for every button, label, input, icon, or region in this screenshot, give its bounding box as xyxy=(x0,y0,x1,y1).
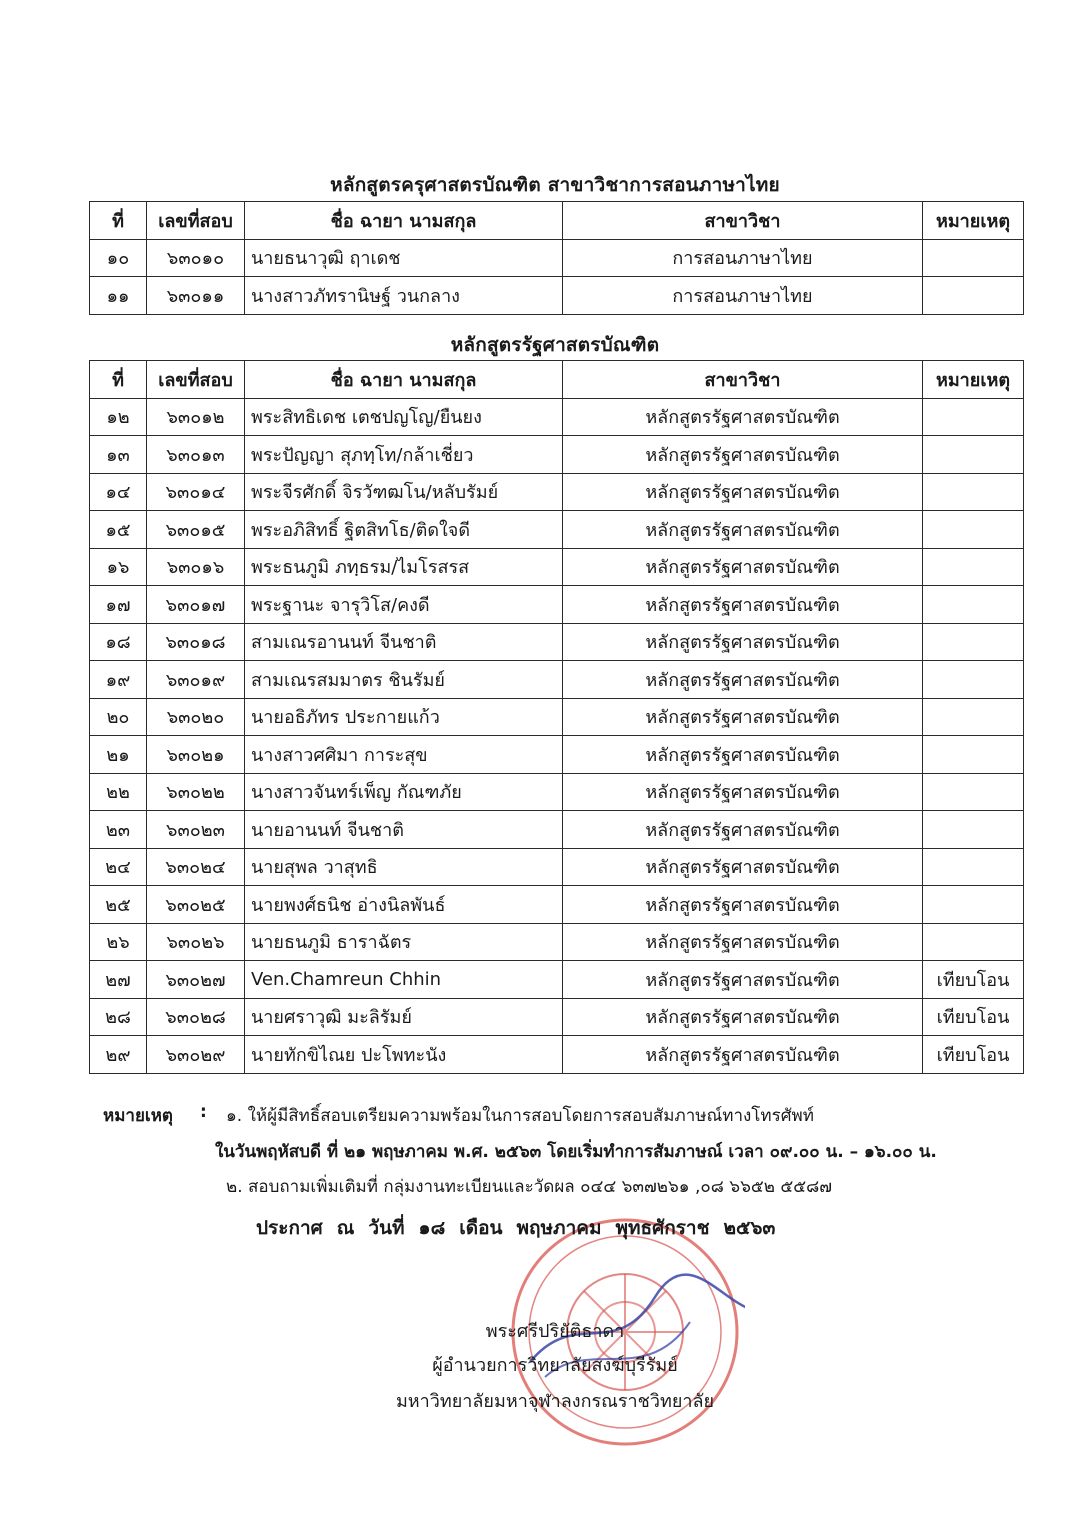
exam-id-cell: ๖๓๐๑๗ xyxy=(147,586,245,624)
announcement-word-date: วันที่ xyxy=(368,1217,405,1239)
exam-id-cell: ๖๓๐๒๙ xyxy=(147,1036,245,1074)
major-cell: หลักสูตรรัฐศาสตรบัณฑิต xyxy=(563,886,923,924)
candidate-name-cell: Ven.Chamreun Chhin xyxy=(245,961,563,999)
major-cell: หลักสูตรรัฐศาสตรบัณฑิต xyxy=(563,473,923,511)
remarks-colon: : xyxy=(200,1102,207,1122)
note-cell xyxy=(923,277,1024,315)
exam-id-cell: ๖๓๐๒๑ xyxy=(147,736,245,774)
remarks-line-2: ในวันพฤหัสบดี ที่ ๒๑ พฤษภาคม พ.ศ. ๒๕๖๓ โดยเริ่มทำการสัมภาษณ์ เวลา ๐๙.๐๐ น. – ๑๖.๐๐ น. xyxy=(215,1142,937,1162)
candidate-name-cell: นางสาวภัทรานิษฐ์ วนกลาง xyxy=(245,277,563,315)
major-cell: หลักสูตรรัฐศาสตรบัณฑิต xyxy=(563,661,923,699)
table-row xyxy=(90,277,1024,315)
note-cell xyxy=(923,736,1024,774)
major-cell: หลักสูตรรัฐศาสตรบัณฑิต xyxy=(563,961,923,999)
note-cell xyxy=(923,773,1024,811)
note-cell xyxy=(923,811,1024,849)
row-number: ๑๕ xyxy=(90,511,147,549)
candidate-name-cell: พระสิทธิเดช เตชปญโญ/ยืนยง xyxy=(245,398,563,436)
announcement-word-prakat: ประกาศ xyxy=(256,1217,323,1239)
remarks-line-1: ๑. ให้ผู้มีสิทธิ์สอบเตรียมความพร้อมในการสอบโดยการสอบสัมภาษณ์ทางโทรศัพท์ xyxy=(226,1106,814,1126)
col-header-exam-id: เลขที่สอบ xyxy=(147,361,245,399)
announcement-month: พฤษภาคม xyxy=(516,1217,602,1239)
note-cell xyxy=(923,848,1024,886)
candidate-name-cell: นางสาวศศิมา การะสุข xyxy=(245,736,563,774)
row-number: ๑๑ xyxy=(90,277,147,315)
exam-id-cell: ๖๓๐๑๙ xyxy=(147,661,245,699)
table-row xyxy=(90,398,1024,436)
table-row xyxy=(90,661,1024,699)
exam-id-cell: ๖๓๐๑๖ xyxy=(147,548,245,586)
section1-table xyxy=(89,201,1024,315)
remarks-label: หมายเหตุ xyxy=(103,1106,173,1126)
table-row xyxy=(90,698,1024,736)
table-row xyxy=(90,961,1024,999)
row-number: ๒๕ xyxy=(90,886,147,924)
table-row xyxy=(90,848,1024,886)
note-cell xyxy=(923,886,1024,924)
major-cell: หลักสูตรรัฐศาสตรบัณฑิต xyxy=(563,1036,923,1074)
announcement-word-month: เดือน xyxy=(459,1217,503,1239)
table-row xyxy=(90,736,1024,774)
row-number: ๑๖ xyxy=(90,548,147,586)
candidate-name-cell: นายอานนท์ จีนชาติ xyxy=(245,811,563,849)
note-cell xyxy=(923,923,1024,961)
exam-id-cell: ๖๓๐๒๓ xyxy=(147,811,245,849)
announcement-word-na: ณ xyxy=(336,1217,355,1239)
row-number: ๑๙ xyxy=(90,661,147,699)
signer-organization: มหาวิทยาลัยมหาจุฬาลงกรณราชวิทยาลัย xyxy=(395,1391,715,1412)
note-cell: เทียบโอน xyxy=(923,961,1024,999)
col-header-name: ชื่อ ฉายา นามสกุล xyxy=(245,202,563,240)
table-row xyxy=(90,473,1024,511)
row-number: ๑๗ xyxy=(90,586,147,624)
exam-id-cell: ๖๓๐๑๕ xyxy=(147,511,245,549)
row-number: ๒๐ xyxy=(90,698,147,736)
note-cell xyxy=(923,548,1024,586)
note-cell xyxy=(923,623,1024,661)
table-row xyxy=(90,773,1024,811)
announcement-day: ๑๘ xyxy=(418,1217,446,1239)
section2-rows xyxy=(90,398,1024,1073)
exam-id-cell: ๖๓๐๒๐ xyxy=(147,698,245,736)
announcement-word-era: พุทธศักราช xyxy=(615,1217,710,1239)
table-row xyxy=(90,623,1024,661)
row-number: ๒๗ xyxy=(90,961,147,999)
candidate-name-cell: นายสุพล วาสุทธิ xyxy=(245,848,563,886)
row-number: ๑๔ xyxy=(90,473,147,511)
note-cell xyxy=(923,436,1024,474)
row-number: ๒๘ xyxy=(90,998,147,1036)
table-row xyxy=(90,811,1024,849)
major-cell: หลักสูตรรัฐศาสตรบัณฑิต xyxy=(563,511,923,549)
col-header-note: หมายเหตุ xyxy=(923,361,1024,399)
table-row xyxy=(90,511,1024,549)
row-number: ๒๖ xyxy=(90,923,147,961)
candidate-name-cell: พระฐานะ จารุวิโส/คงดี xyxy=(245,586,563,624)
candidate-name-cell: นายอธิภัทร ประกายแก้ว xyxy=(245,698,563,736)
table-row xyxy=(90,548,1024,586)
exam-id-cell: ๖๓๐๑๒ xyxy=(147,398,245,436)
section2-table xyxy=(89,360,1024,1074)
major-cell: การสอนภาษาไทย xyxy=(563,239,923,277)
section1-rows xyxy=(90,239,1024,314)
col-header-name: ชื่อ ฉายา นามสกุล xyxy=(245,361,563,399)
row-number: ๒๔ xyxy=(90,848,147,886)
col-header-no: ที่ xyxy=(90,202,147,240)
remarks-line-3: ๒. สอบถามเพิ่มเติมที่ กลุ่มงานทะเบียนและวัดผล ๐๔๔ ๖๓๗๒๖๑ ,๐๘ ๖๖๕๒ ๕๕๘๗ xyxy=(226,1177,832,1197)
exam-id-cell: ๖๓๐๒๘ xyxy=(147,998,245,1036)
exam-id-cell: ๖๓๐๑๐ xyxy=(147,239,245,277)
major-cell: หลักสูตรรัฐศาสตรบัณฑิต xyxy=(563,698,923,736)
candidate-name-cell: สามเณรอานนท์ จีนชาติ xyxy=(245,623,563,661)
col-header-note: หมายเหตุ xyxy=(923,202,1024,240)
col-header-no: ที่ xyxy=(90,361,147,399)
table-row xyxy=(90,923,1024,961)
major-cell: หลักสูตรรัฐศาสตรบัณฑิต xyxy=(563,623,923,661)
row-number: ๑๘ xyxy=(90,623,147,661)
row-number: ๑๐ xyxy=(90,239,147,277)
candidate-name-cell: นายพงศ์ธนิช อ่างนิลพันธ์ xyxy=(245,886,563,924)
exam-id-cell: ๖๓๐๑๔ xyxy=(147,473,245,511)
table-row xyxy=(90,239,1024,277)
note-cell xyxy=(923,511,1024,549)
major-cell: หลักสูตรรัฐศาสตรบัณฑิต xyxy=(563,811,923,849)
announcement-year: ๒๕๖๓ xyxy=(723,1217,776,1239)
major-cell: หลักสูตรรัฐศาสตรบัณฑิต xyxy=(563,736,923,774)
row-number: ๑๒ xyxy=(90,398,147,436)
candidate-name-cell: นายศราวุฒิ มะลิรัมย์ xyxy=(245,998,563,1036)
table-row xyxy=(90,586,1024,624)
major-cell: หลักสูตรรัฐศาสตรบัณฑิต xyxy=(563,398,923,436)
note-cell xyxy=(923,239,1024,277)
major-cell: หลักสูตรรัฐศาสตรบัณฑิต xyxy=(563,773,923,811)
table-row xyxy=(90,998,1024,1036)
row-number: ๒๒ xyxy=(90,773,147,811)
candidate-name-cell: พระจีรศักดิ์ จิรวัฑฒโน/หลับรัมย์ xyxy=(245,473,563,511)
exam-id-cell: ๖๓๐๒๒ xyxy=(147,773,245,811)
exam-id-cell: ๖๓๐๒๖ xyxy=(147,923,245,961)
row-number: ๒๙ xyxy=(90,1036,147,1074)
col-header-major: สาขาวิชา xyxy=(563,202,923,240)
candidate-name-cell: นายธนาวุฒิ ฤาเดช xyxy=(245,239,563,277)
candidate-name-cell: สามเณรสมมาตร ชินรัมย์ xyxy=(245,661,563,699)
row-number: ๑๓ xyxy=(90,436,147,474)
note-cell xyxy=(923,698,1024,736)
exam-id-cell: ๖๓๐๒๗ xyxy=(147,961,245,999)
exam-id-cell: ๖๓๐๑๑ xyxy=(147,277,245,315)
exam-id-cell: ๖๓๐๒๕ xyxy=(147,886,245,924)
table-header-row xyxy=(90,361,1024,399)
table-row xyxy=(90,436,1024,474)
col-header-exam-id: เลขที่สอบ xyxy=(147,202,245,240)
note-cell xyxy=(923,473,1024,511)
signer-name: พระศรีปริยัติธาดา xyxy=(485,1321,625,1342)
exam-id-cell: ๖๓๐๑๘ xyxy=(147,623,245,661)
row-number: ๒๓ xyxy=(90,811,147,849)
section1-title: หลักสูตรครุศาสตรบัณฑิต สาขาวิชาการสอนภาษาไทย xyxy=(330,174,780,196)
note-cell xyxy=(923,661,1024,699)
candidate-name-cell: นายธนภูมิ ธาราฉัตร xyxy=(245,923,563,961)
major-cell: หลักสูตรรัฐศาสตรบัณฑิต xyxy=(563,586,923,624)
major-cell: หลักสูตรรัฐศาสตรบัณฑิต xyxy=(563,923,923,961)
note-cell xyxy=(923,398,1024,436)
candidate-name-cell: พระธนภูมิ ภทฺธรม/ไมโรสรส xyxy=(245,548,563,586)
candidate-name-cell: พระอภิสิทธิ์ ฐิตสิทโธ/ติดใจดี xyxy=(245,511,563,549)
row-number: ๒๑ xyxy=(90,736,147,774)
announcement-line xyxy=(256,1213,789,1243)
major-cell: การสอนภาษาไทย xyxy=(563,277,923,315)
candidate-name-cell: นางสาวจันทร์เพ็ญ กัณฑภัย xyxy=(245,773,563,811)
table-row xyxy=(90,1036,1024,1074)
major-cell: หลักสูตรรัฐศาสตรบัณฑิต xyxy=(563,998,923,1036)
note-cell xyxy=(923,586,1024,624)
section2-title: หลักสูตรรัฐศาสตรบัณฑิต xyxy=(450,334,660,356)
exam-id-cell: ๖๓๐๑๓ xyxy=(147,436,245,474)
table-row xyxy=(90,886,1024,924)
signer-position: ผู้อำนวยการวิทยาลัยสงฆ์บุรีรัมย์ xyxy=(432,1355,678,1376)
candidate-name-cell: พระปัญญา สุภทฺโท/กล้าเชี่ยว xyxy=(245,436,563,474)
col-header-major: สาขาวิชา xyxy=(563,361,923,399)
note-cell: เทียบโอน xyxy=(923,998,1024,1036)
note-cell: เทียบโอน xyxy=(923,1036,1024,1074)
table-header-row xyxy=(90,202,1024,240)
major-cell: หลักสูตรรัฐศาสตรบัณฑิต xyxy=(563,436,923,474)
exam-id-cell: ๖๓๐๒๔ xyxy=(147,848,245,886)
major-cell: หลักสูตรรัฐศาสตรบัณฑิต xyxy=(563,548,923,586)
major-cell: หลักสูตรรัฐศาสตรบัณฑิต xyxy=(563,848,923,886)
candidate-name-cell: นายทักขิไณย ปะโพทะนัง xyxy=(245,1036,563,1074)
